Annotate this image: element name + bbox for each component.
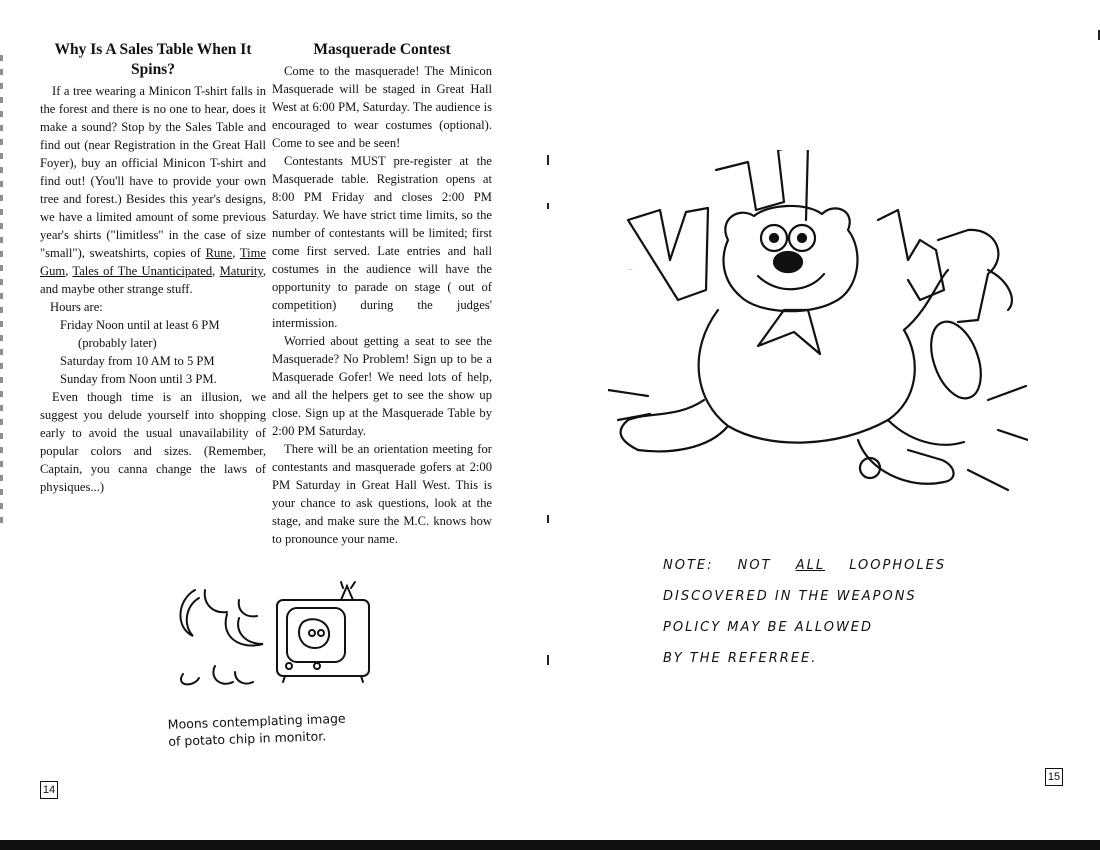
note-word: NOTE: xyxy=(663,558,714,573)
masquerade-paragraph-4: There will be an orientation meeting for contestants and masquerade gofers at 2:00 PM Saturday in Great Hall West. This is your chance to ask questions, look at the stage, and make sure the M.C. knows how to pronounce your name. xyxy=(272,442,492,546)
scan-bottom-edge xyxy=(0,840,1100,850)
caption-line-1: Moons contemplating image xyxy=(167,710,346,732)
note-line-1 xyxy=(663,550,983,581)
scan-edge-marks xyxy=(0,55,3,525)
masquerade-paragraph-3: Worried about getting a seat to see the Masquerade? No Problem! Sign up to be a Masquerade Gofer! We need lots of help, and all the helpers get to see the show up close. Sign up at the Masquerade Table by 2:00 PM Saturday. xyxy=(272,334,492,438)
note-word: LOOPHOLES xyxy=(849,558,947,573)
separator: , xyxy=(65,264,73,278)
sales-table-paragraph xyxy=(40,82,266,298)
caption-line-2: of potato chip in monitor. xyxy=(168,728,327,749)
masquerade-paragraph-1: Come to the masquerade! The Minicon Masquerade will be staged in Great Hall West at 6:00 PM, Saturday. The audience is encouraged to wear costumes (optional). Come to see and be seen! xyxy=(272,64,492,150)
gutter-mark xyxy=(547,203,549,209)
moons-monitor-cartoon xyxy=(165,578,380,688)
page-number-right: 15 xyxy=(1045,768,1063,786)
page-number-left: 14 xyxy=(40,781,58,799)
hours-friday: Friday Noon until at least 6 PM xyxy=(60,318,220,332)
masquerade-paragraph-2: Contestants MUST pre-register at the Masquerade table. Registration opens at 8:00 PM Friday and closes 2:00 PM Saturday. We have strict time limits, so the number of contestants will be limited; first come first served. Late entries and hall costumes in the audience will have the opportunity to parade on stage ( out of competition) during the judges' intermission. xyxy=(272,154,492,330)
note-line-2: DISCOVERED IN THE WEAPONS xyxy=(663,589,917,604)
separator: , xyxy=(232,246,240,260)
weapons-policy-note xyxy=(663,550,983,674)
title-time-gum: Time Gum xyxy=(40,246,266,278)
gutter-mark xyxy=(547,515,549,523)
sales-hours xyxy=(40,298,266,388)
moons-caption xyxy=(167,708,388,750)
whump-bear-illustration xyxy=(608,150,1028,520)
note-line-4: BY THE REFERREE. xyxy=(663,651,818,666)
gutter-mark xyxy=(547,655,549,665)
whump-text: WHUMP! xyxy=(628,270,633,271)
sales-text-a: If a tree wearing a Minicon T-shirt falls in the forest and there is no one to hear, does it make a sound? Stop by the Sales Table and find out (near Registration in the Great Hall Foyer), buy an official Minicon T-shirt and find out! (You'll have to provide your own tree and forest.) Besides this year's designs, we have a limited amount of some previous year's shirts ("limitless" in the case of size "small"), sweatshirts, copies of xyxy=(40,84,266,260)
note-word: NOT xyxy=(737,558,772,573)
note-word-underlined: ALL xyxy=(795,558,826,573)
gutter-mark xyxy=(547,155,549,165)
hours-friday-note: (probably later) xyxy=(78,336,157,350)
sales-table-article xyxy=(40,40,266,496)
separator: , xyxy=(212,264,220,278)
hours-sunday: Sunday from Noon until 3 PM. xyxy=(60,372,217,386)
title-tales: Tales of The Unanticipated xyxy=(72,264,213,278)
note-line-3: POLICY MAY BE ALLOWED xyxy=(663,620,874,635)
sales-table-heading: Why Is A Sales Table When It Spins? xyxy=(54,41,252,78)
title-maturity: Maturity xyxy=(219,264,263,278)
title-rune: Rune xyxy=(205,246,233,260)
masquerade-heading: Masquerade Contest xyxy=(313,41,451,58)
hours-label: Hours are: xyxy=(50,300,103,314)
masquerade-article xyxy=(272,40,492,548)
sales-table-paragraph-2: Even though time is an illusion, we suggest you delude yourself into shopping early to avoid the usual unavailability of popular colors and sizes. (Remember, Captain, you canna change the laws of physiques...) xyxy=(40,390,266,494)
hours-saturday: Saturday from 10 AM to 5 PM xyxy=(60,354,215,368)
sales-text-b: , and maybe other strange stuff. xyxy=(40,264,266,296)
